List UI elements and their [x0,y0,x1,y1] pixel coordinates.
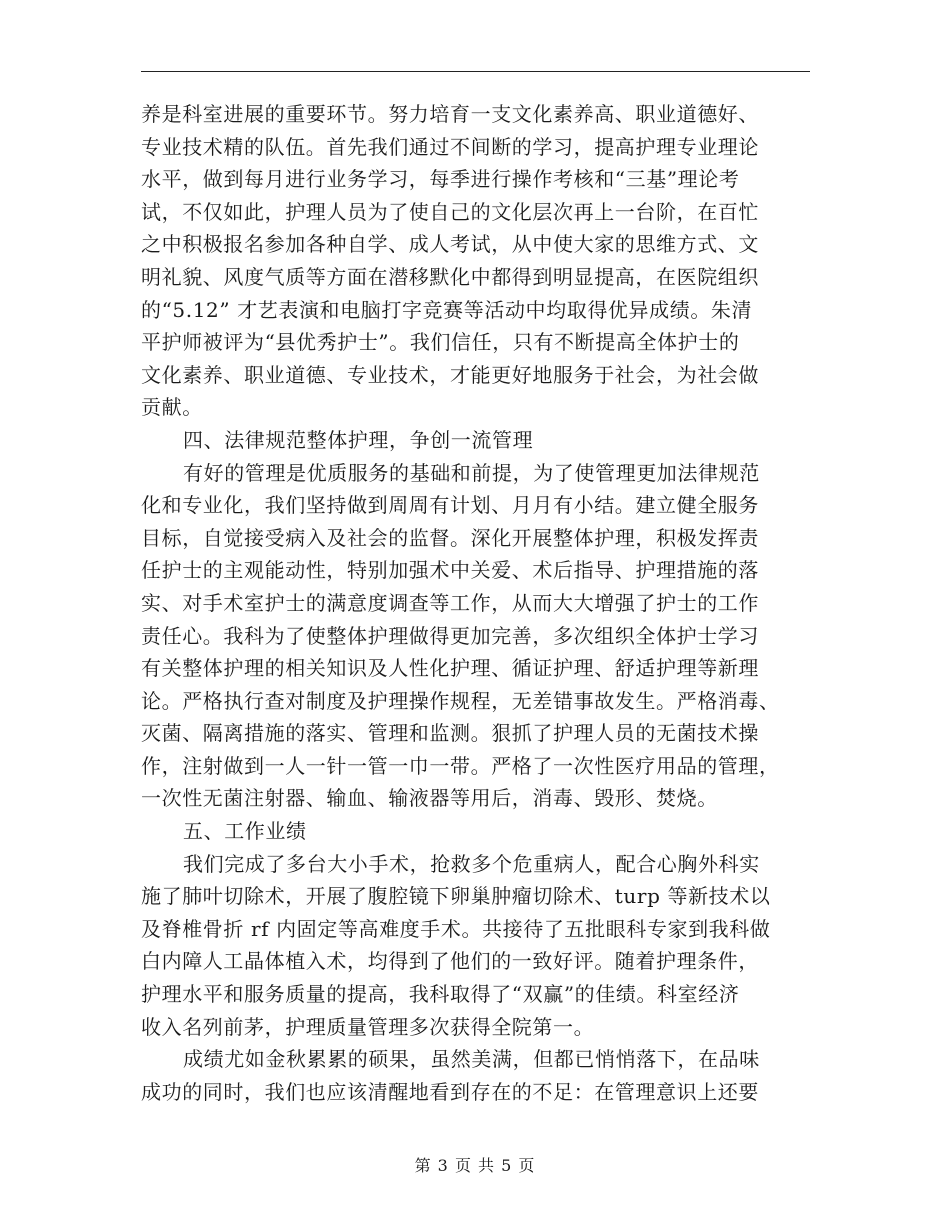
text-line: 文化素养、职业道德、专业技术，才能更好地服务于社会，为社会做 [141,362,759,387]
text-line: 的“5.12” 才艺表演和电脑打字竞赛等活动中均取得优异成绩。朱清 [141,297,753,322]
text-line: 白内障人工晶体植入术，均得到了他们的一致好评。随着护理条件， [141,949,759,974]
text-line: 目标，自觉接受病入及社会的监督。深化开展整体护理，积极发挥责 [141,525,759,550]
text-line: 平护师被评为“县优秀护士”。我们信任，只有不断提高全体护士的 [141,330,740,355]
text-line: 有关整体护理的相关知识及人性化护理、循证护理、舒适护理等新理 [141,656,759,681]
text-line: 施了肺叶切除术，开展了腹腔镜下卵巢肿瘤切除术、turp 等新技术以 [141,884,771,909]
text-line: 收入名列前茅，护理质量管理多次获得全院第一。 [141,1014,595,1039]
text-line: 成功的同时，我们也应该清醒地看到存在的不足：在管理意识上还要 [141,1079,759,1104]
text-line: 作，注射做到一人一针一管一巾一带。严格了一次性医疗用品的管理， [141,753,780,778]
text-line: 水平，做到每月进行业务学习，每季进行操作考核和“三基”理论考 [141,167,740,192]
text-line: 论。严格执行查对制度及护理操作规程，无差错事故发生。严格消毒、 [141,688,780,713]
text-line: 专业技术精的队伍。首先我们通过不间断的学习，提高护理专业理论 [141,134,759,159]
text-line: 有好的管理是优质服务的基础和前提，为了使管理更加法律规范 [183,460,760,485]
text-line: 化和专业化，我们坚持做到周周有计划、月月有小结。建立健全服务 [141,493,759,518]
page-footer: 第 3 页 共 5 页 [414,1156,536,1175]
text-line: 一次性无菌注射器、输血、输液器等用后，消毒、毁形、焚烧。 [141,786,718,811]
text-line: 责任心。我科为了使整体护理做得更加完善，多次组织全体护士学习 [141,623,759,648]
text-line: 灭菌、隔离措施的落实、管理和监测。狠抓了护理人员的无菌技术操 [141,721,759,746]
text-line: 明礼貌、风度气质等方面在潜移默化中都得到明显提高，在医院组织 [141,264,759,289]
header-divider [141,71,810,72]
text-line: 我们完成了多台大小手术，抢救多个危重病人，配合心胸外科实 [183,851,760,876]
text-line: 四、法律规范整体护理，争创一流管理 [183,427,534,452]
text-line: 及脊椎骨折 rf 内固定等高难度手术。共接待了五批眼科专家到我科做 [141,916,771,941]
text-line: 实、对手术室护士的满意度调查等工作，从而大大增强了护士的工作 [141,590,759,615]
text-line: 之中积极报名参加各种自学、成人考试，从中使大家的思维方式、文 [141,232,759,257]
text-line: 任护士的主观能动性，特别加强术中关爱、术后指导、护理措施的落 [141,558,759,583]
text-line: 试，不仅如此，护理人员为了使自己的文化层次再上一台阶，在百忙 [141,199,759,224]
text-line: 养是科室进展的重要环节。努力培育一支文化素养高、职业道德好、 [141,102,759,126]
text-line: 成绩尤如金秋累累的硕果，虽然美满，但都已悄悄落下，在品味 [183,1047,760,1072]
text-line: 五、工作业绩 [183,819,307,844]
body-text [141,98,810,1108]
text-line: 贡献。 [141,395,203,420]
text-line: 护理水平和服务质量的提高，我科取得了“双赢”的佳绩。科室经济 [141,982,740,1007]
